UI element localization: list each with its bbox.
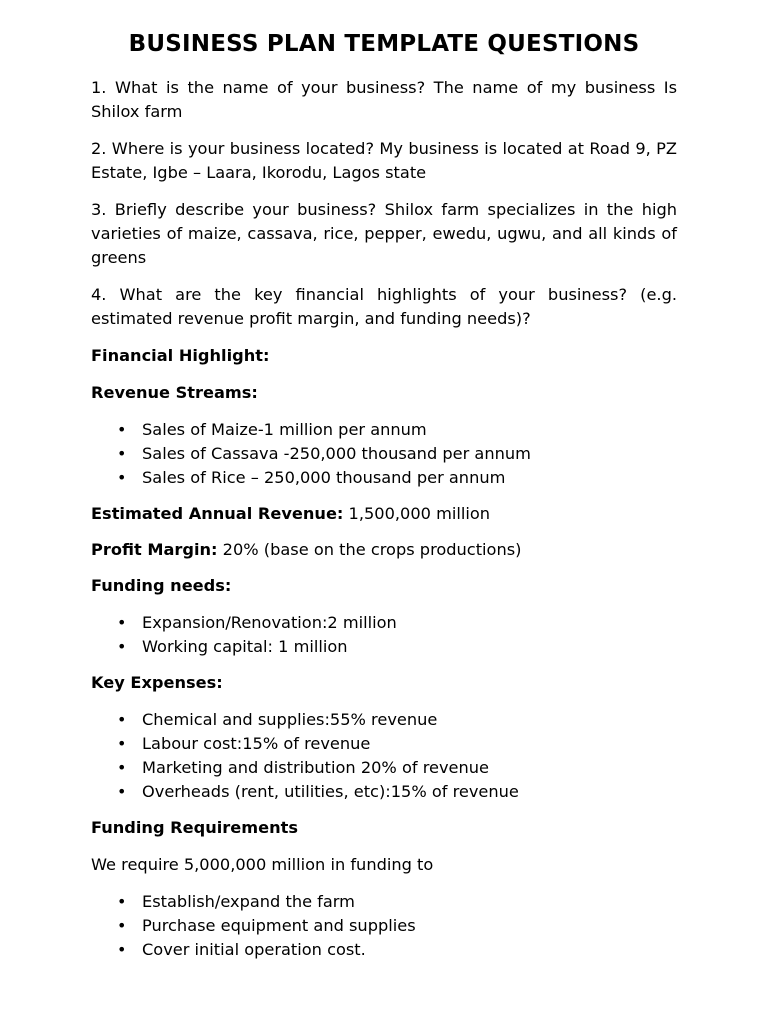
bullet-icon: • bbox=[117, 940, 127, 959]
funding-requirements-heading: Funding Requirements bbox=[91, 818, 298, 837]
funding-requirements-intro: We require 5,000,000 million in funding to bbox=[91, 855, 434, 874]
list-item-text: Sales of Maize-1 million per annum bbox=[142, 420, 427, 439]
funding-requirements-list bbox=[91, 890, 677, 962]
list-item bbox=[117, 466, 677, 490]
revenue-streams-heading: Revenue Streams: bbox=[91, 383, 258, 402]
list-item bbox=[117, 708, 677, 732]
estimated-revenue-value: 1,500,000 million bbox=[343, 504, 491, 523]
list-item bbox=[117, 442, 677, 466]
financial-highlight-heading: Financial Highlight: bbox=[91, 346, 270, 365]
bullet-icon: • bbox=[117, 710, 127, 729]
list-item bbox=[117, 890, 677, 914]
bullet-icon: • bbox=[117, 782, 127, 801]
list-item-text: Labour cost:15% of revenue bbox=[142, 734, 371, 753]
profit-margin-value: 20% (base on the crops productions) bbox=[217, 540, 522, 559]
list-item bbox=[117, 635, 677, 659]
bullet-icon: • bbox=[117, 420, 127, 439]
list-item bbox=[117, 756, 677, 780]
list-item-text: Establish/expand the farm bbox=[142, 892, 355, 911]
profit-margin-label: Profit Margin: bbox=[91, 540, 218, 559]
list-item-text: Cover initial operation cost. bbox=[142, 940, 366, 959]
bullet-icon: • bbox=[117, 734, 127, 753]
bullet-icon: • bbox=[117, 637, 127, 656]
list-item-text: Sales of Cassava -250,000 thousand per annum bbox=[142, 444, 531, 463]
bullet-icon: • bbox=[117, 468, 127, 487]
list-item bbox=[117, 611, 677, 635]
profit-margin-line bbox=[91, 538, 677, 562]
list-item bbox=[117, 418, 677, 442]
bullet-icon: • bbox=[117, 613, 127, 632]
question-2: 2. Where is your business located? My business is located at Road 9, PZ Estate, Igbe – Laara, Ikorodu, Lagos state bbox=[91, 139, 677, 182]
document-title: BUSINESS PLAN TEMPLATE QUESTIONS bbox=[128, 31, 640, 57]
bullet-icon: • bbox=[117, 444, 127, 463]
bullet-icon: • bbox=[117, 916, 127, 935]
bullet-icon: • bbox=[117, 892, 127, 911]
estimated-revenue-label: Estimated Annual Revenue: bbox=[91, 504, 344, 523]
question-1: 1. What is the name of your business? The name of my business Is Shilox farm bbox=[91, 78, 677, 121]
estimated-revenue-line bbox=[91, 502, 677, 526]
list-item-text: Chemical and supplies:55% revenue bbox=[142, 710, 438, 729]
revenue-streams-list bbox=[91, 418, 677, 490]
question-4: 4. What are the key financial highlights of your business? (e.g. estimated revenue profit margin, and funding needs)? bbox=[91, 285, 677, 328]
list-item-text: Purchase equipment and supplies bbox=[142, 916, 416, 935]
key-expenses-heading: Key Expenses: bbox=[91, 673, 223, 692]
list-item bbox=[117, 938, 677, 962]
list-item bbox=[117, 732, 677, 756]
funding-needs-list bbox=[91, 611, 677, 659]
list-item-text: Working capital: 1 million bbox=[142, 637, 348, 656]
key-expenses-list bbox=[91, 708, 677, 804]
list-item bbox=[117, 780, 677, 804]
list-item-text: Marketing and distribution 20% of revenue bbox=[142, 758, 489, 777]
list-item bbox=[117, 914, 677, 938]
funding-needs-heading: Funding needs: bbox=[91, 576, 232, 595]
list-item-text: Overheads (rent, utilities, etc):15% of revenue bbox=[142, 782, 519, 801]
list-item-text: Expansion/Renovation:2 million bbox=[142, 613, 397, 632]
list-item-text: Sales of Rice – 250,000 thousand per annum bbox=[142, 468, 506, 487]
bullet-icon: • bbox=[117, 758, 127, 777]
question-3: 3. Briefly describe your business? Shilox farm specializes in the high varieties of maize, cassava, rice, pepper, ewedu, ugwu, and all kinds of greens bbox=[91, 200, 677, 267]
